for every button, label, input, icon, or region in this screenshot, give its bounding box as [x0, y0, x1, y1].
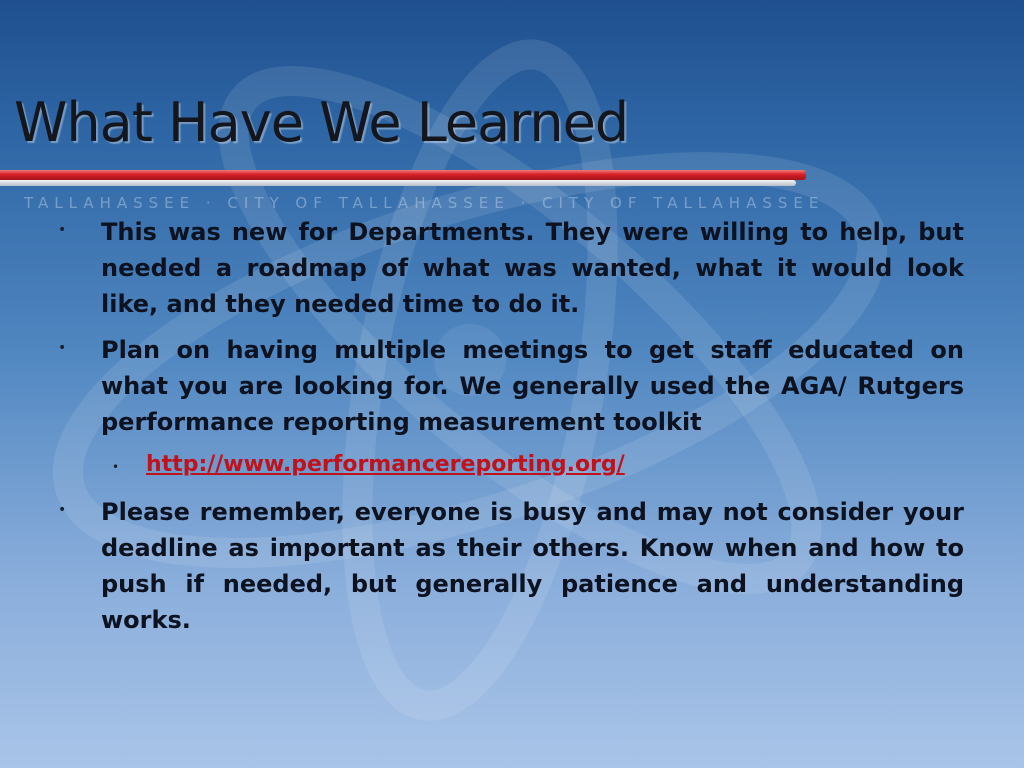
silver-rule-bar: [0, 180, 796, 186]
bullet-list: [56, 214, 964, 648]
sub-bullet-item: [56, 450, 964, 480]
bullet-dot-icon: •: [58, 502, 67, 518]
city-watermark-text: TALLAHASSEE · CITY OF TALLAHASSEE · CITY OF TALLAHASSEE: [24, 194, 825, 212]
bullet-text: Please remember, everyone is busy and may not consider your deadline as important as their others. Know when and how to push if needed, but generally patience and understanding works.: [101, 498, 964, 634]
title-underline-rule: [0, 170, 808, 188]
performance-reporting-link[interactable]: http://www.performancereporting.org/: [146, 452, 625, 477]
slide-title: What Have We Learned: [14, 91, 629, 154]
bullet-item: [56, 332, 964, 440]
bullet-text: This was new for Departments. They were willing to help, but needed a roadmap of what was wanted, what it would look like, and they needed time to do it.: [101, 218, 964, 318]
sub-bullet-dot-icon: •: [112, 460, 120, 474]
bullet-item: [56, 214, 964, 322]
bullet-dot-icon: •: [58, 340, 67, 356]
bullet-dot-icon: •: [58, 222, 67, 238]
red-rule-bar: [0, 170, 806, 180]
bullet-text: Plan on having multiple meetings to get staff educated on what you are looking for. We generally used the AGA/ Rutgers performance reporting measurement toolkit: [101, 336, 964, 436]
bullet-item: [56, 494, 964, 638]
